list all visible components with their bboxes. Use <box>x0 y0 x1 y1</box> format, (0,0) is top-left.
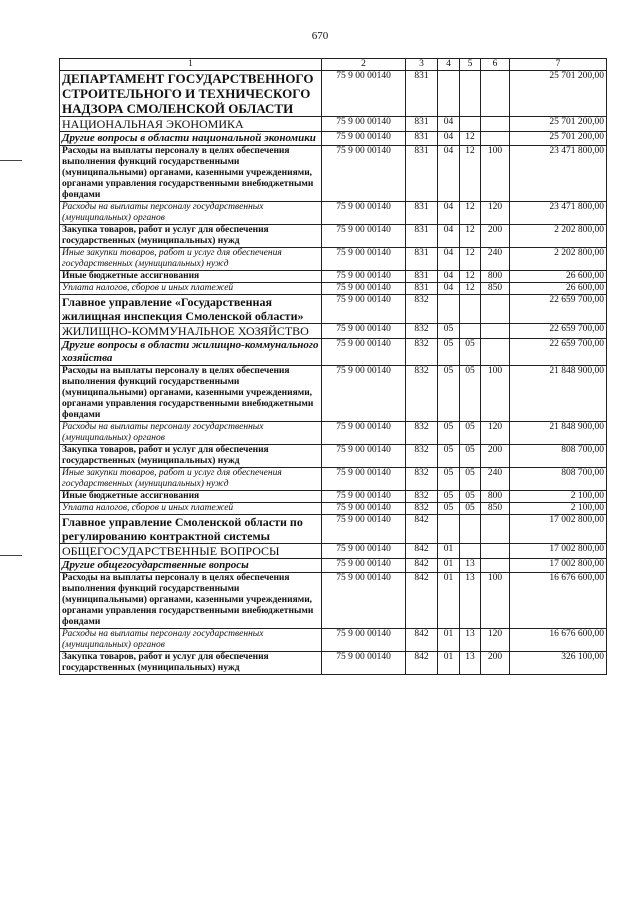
amount: 21 848 900,00 <box>510 366 607 422</box>
ministry-code: 831 <box>406 202 438 225</box>
subsection-code <box>460 71 481 117</box>
table-row <box>60 202 607 225</box>
header-cell: 1 <box>60 59 322 71</box>
target-article-code: 75 9 00 00140 <box>322 339 406 366</box>
expense-type-code: 120 <box>481 629 510 652</box>
target-article-code: 75 9 00 00140 <box>322 503 406 515</box>
page-number: 670 <box>311 30 329 42</box>
row-name: ДЕПАРТАМЕНТ ГОСУДАРСТВЕННОГО СТРОИТЕЛЬНОГО И ТЕХНИЧЕСКОГО НАДЗОРА СМОЛЕНСКОЙ ОБЛАСТИ <box>60 71 322 117</box>
expense-type-code <box>481 117 510 132</box>
expense-type-code: 200 <box>481 652 510 675</box>
expense-type-code <box>481 559 510 573</box>
subsection-code: 05 <box>460 491 481 503</box>
expense-type-code <box>481 324 510 339</box>
target-article-code: 75 9 00 00140 <box>322 491 406 503</box>
amount: 22 659 700,00 <box>510 324 607 339</box>
ministry-code: 842 <box>406 559 438 573</box>
ministry-code: 831 <box>406 132 438 146</box>
subsection-code: 12 <box>460 225 481 248</box>
subsection-code: 13 <box>460 629 481 652</box>
amount: 2 100,00 <box>510 503 607 515</box>
amount: 17 002 800,00 <box>510 515 607 544</box>
table-row <box>60 559 607 573</box>
section-code: 04 <box>438 283 460 295</box>
amount: 22 659 700,00 <box>510 295 607 324</box>
row-name: Иные закупки товаров, работ и услуг для обеспечения государственных (муниципальных) нужд <box>60 248 322 271</box>
table-row <box>60 71 607 117</box>
expense-type-code: 200 <box>481 225 510 248</box>
row-name: ЖИЛИЩНО-КОММУНАЛЬНОЕ ХОЗЯЙСТВО <box>60 324 322 339</box>
row-name: Другие вопросы в области жилищно-коммунального хозяйства <box>60 339 322 366</box>
ministry-code: 842 <box>406 652 438 675</box>
subsection-code: 05 <box>460 339 481 366</box>
section-code: 01 <box>438 652 460 675</box>
budget-table <box>59 58 607 675</box>
row-name: Главное управление «Государственная жилищная инспекция Смоленской области» <box>60 295 322 324</box>
row-name: Закупка товаров, работ и услуг для обеспечения государственных (муниципальных) нужд <box>60 652 322 675</box>
target-article-code: 75 9 00 00140 <box>322 146 406 202</box>
subsection-code: 05 <box>460 503 481 515</box>
subsection-code: 05 <box>460 468 481 491</box>
header-cell: 4 <box>438 59 460 71</box>
section-code <box>438 71 460 117</box>
ministry-code: 831 <box>406 271 438 283</box>
row-name: Главное управление Смоленской области по регулированию контрактной системы <box>60 515 322 544</box>
expense-type-code: 120 <box>481 422 510 445</box>
row-name: Другие вопросы в области национальной экономики <box>60 132 322 146</box>
table-row <box>60 544 607 559</box>
subsection-code: 13 <box>460 559 481 573</box>
amount: 326 100,00 <box>510 652 607 675</box>
section-code: 01 <box>438 629 460 652</box>
table-row <box>60 324 607 339</box>
row-name: Закупка товаров, работ и услуг для обеспечения государственных (муниципальных) нужд <box>60 445 322 468</box>
table-row <box>60 652 607 675</box>
target-article-code: 75 9 00 00140 <box>322 225 406 248</box>
ministry-code: 831 <box>406 248 438 271</box>
subsection-code: 05 <box>460 445 481 468</box>
section-code: 04 <box>438 202 460 225</box>
target-article-code: 75 9 00 00140 <box>322 271 406 283</box>
amount: 22 659 700,00 <box>510 339 607 366</box>
amount: 26 600,00 <box>510 283 607 295</box>
table-row <box>60 422 607 445</box>
section-code <box>438 295 460 324</box>
ministry-code: 842 <box>406 629 438 652</box>
expense-type-code <box>481 132 510 146</box>
target-article-code: 75 9 00 00140 <box>322 324 406 339</box>
section-code: 01 <box>438 559 460 573</box>
ministry-code: 842 <box>406 573 438 629</box>
target-article-code: 75 9 00 00140 <box>322 71 406 117</box>
section-code: 01 <box>438 544 460 559</box>
section-code: 04 <box>438 146 460 202</box>
section-code: 05 <box>438 422 460 445</box>
section-code: 05 <box>438 324 460 339</box>
subsection-code <box>460 295 481 324</box>
amount: 21 848 900,00 <box>510 422 607 445</box>
target-article-code: 75 9 00 00140 <box>322 468 406 491</box>
amount: 26 600,00 <box>510 271 607 283</box>
table-row <box>60 225 607 248</box>
row-name: Расходы на выплаты персоналу государственных (муниципальных) органов <box>60 202 322 225</box>
amount: 2 202 800,00 <box>510 225 607 248</box>
row-name: Уплата налогов, сборов и иных платежей <box>60 503 322 515</box>
expense-type-code: 800 <box>481 491 510 503</box>
expense-type-code <box>481 71 510 117</box>
subsection-code: 05 <box>460 422 481 445</box>
section-code: 04 <box>438 225 460 248</box>
header-cell: 2 <box>322 59 406 71</box>
row-name: Закупка товаров, работ и услуг для обеспечения государственных (муниципальных) нужд <box>60 225 322 248</box>
target-article-code: 75 9 00 00140 <box>322 559 406 573</box>
table-row <box>60 271 607 283</box>
expense-type-code: 100 <box>481 366 510 422</box>
ministry-code: 831 <box>406 71 438 117</box>
ministry-code: 831 <box>406 225 438 248</box>
expense-type-code: 100 <box>481 146 510 202</box>
target-article-code: 75 9 00 00140 <box>322 515 406 544</box>
ministry-code: 832 <box>406 445 438 468</box>
ministry-code: 831 <box>406 146 438 202</box>
expense-type-code: 850 <box>481 283 510 295</box>
amount: 25 701 200,00 <box>510 71 607 117</box>
expense-type-code: 200 <box>481 445 510 468</box>
ministry-code: 832 <box>406 491 438 503</box>
amount: 16 676 600,00 <box>510 573 607 629</box>
expense-type-code: 120 <box>481 202 510 225</box>
subsection-code <box>460 117 481 132</box>
subsection-code <box>460 324 481 339</box>
row-name: Иные бюджетные ассигнования <box>60 491 322 503</box>
target-article-code: 75 9 00 00140 <box>322 248 406 271</box>
row-name: Расходы на выплаты персоналу государственных (муниципальных) органов <box>60 629 322 652</box>
expense-type-code: 240 <box>481 468 510 491</box>
expense-type-code: 100 <box>481 573 510 629</box>
row-name: Расходы на выплаты персоналу в целях обеспечения выполнения функций государственными (муниципальными) органами, казенными учреждениями, органами управления государственными внебюджетными фондами <box>60 573 322 629</box>
target-article-code: 75 9 00 00140 <box>322 544 406 559</box>
section-code: 04 <box>438 132 460 146</box>
table-header-row <box>60 59 607 71</box>
row-name: Расходы на выплаты персоналу в целях обеспечения выполнения функций государственными (муниципальными) органами, казенными учреждениями, органами управления государственными внебюджетными фондами <box>60 146 322 202</box>
target-article-code: 75 9 00 00140 <box>322 445 406 468</box>
table-row <box>60 117 607 132</box>
table-row <box>60 515 607 544</box>
section-code: 05 <box>438 491 460 503</box>
table-row <box>60 295 607 324</box>
target-article-code: 75 9 00 00140 <box>322 366 406 422</box>
subsection-code: 12 <box>460 146 481 202</box>
table-row <box>60 468 607 491</box>
section-code: 05 <box>438 503 460 515</box>
row-name: Расходы на выплаты персоналу государственных (муниципальных) органов <box>60 422 322 445</box>
section-code: 04 <box>438 248 460 271</box>
amount: 23 471 800,00 <box>510 146 607 202</box>
section-code <box>438 515 460 544</box>
row-name: Иные закупки товаров, работ и услуг для обеспечения государственных (муниципальных) нужд <box>60 468 322 491</box>
expense-type-code <box>481 515 510 544</box>
section-code: 04 <box>438 271 460 283</box>
section-code: 04 <box>438 117 460 132</box>
expense-type-code <box>481 339 510 366</box>
amount: 25 701 200,00 <box>510 132 607 146</box>
amount: 808 700,00 <box>510 468 607 491</box>
scan-edge-mark <box>0 160 22 161</box>
subsection-code: 05 <box>460 366 481 422</box>
table-row <box>60 283 607 295</box>
section-code: 05 <box>438 339 460 366</box>
amount: 25 701 200,00 <box>510 117 607 132</box>
table-row <box>60 366 607 422</box>
scan-edge-mark <box>0 555 22 556</box>
target-article-code: 75 9 00 00140 <box>322 202 406 225</box>
target-article-code: 75 9 00 00140 <box>322 629 406 652</box>
amount: 16 676 600,00 <box>510 629 607 652</box>
row-name: Уплата налогов, сборов и иных платежей <box>60 283 322 295</box>
amount: 2 202 800,00 <box>510 248 607 271</box>
target-article-code: 75 9 00 00140 <box>322 573 406 629</box>
section-code: 05 <box>438 468 460 491</box>
ministry-code: 842 <box>406 544 438 559</box>
amount: 23 471 800,00 <box>510 202 607 225</box>
header-cell: 5 <box>460 59 481 71</box>
expense-type-code: 800 <box>481 271 510 283</box>
subsection-code: 13 <box>460 652 481 675</box>
header-cell: 6 <box>481 59 510 71</box>
header-cell: 7 <box>510 59 607 71</box>
table-row <box>60 503 607 515</box>
row-name: ОБЩЕГОСУДАРСТВЕННЫЕ ВОПРОСЫ <box>60 544 322 559</box>
amount: 17 002 800,00 <box>510 544 607 559</box>
table-row <box>60 491 607 503</box>
ministry-code: 832 <box>406 366 438 422</box>
ministry-code: 832 <box>406 324 438 339</box>
ministry-code: 832 <box>406 422 438 445</box>
subsection-code: 12 <box>460 202 481 225</box>
subsection-code: 13 <box>460 573 481 629</box>
section-code: 01 <box>438 573 460 629</box>
amount: 2 100,00 <box>510 491 607 503</box>
row-name: Расходы на выплаты персоналу в целях обеспечения выполнения функций государственными (муниципальными) органами, казенными учреждениями, органами управления государственными внебюджетными фондами <box>60 366 322 422</box>
expense-type-code <box>481 295 510 324</box>
table-row <box>60 146 607 202</box>
subsection-code <box>460 544 481 559</box>
table-row <box>60 445 607 468</box>
target-article-code: 75 9 00 00140 <box>322 652 406 675</box>
target-article-code: 75 9 00 00140 <box>322 132 406 146</box>
amount: 808 700,00 <box>510 445 607 468</box>
subsection-code: 12 <box>460 283 481 295</box>
ministry-code: 831 <box>406 117 438 132</box>
row-name: Другие общегосударственные вопросы <box>60 559 322 573</box>
subsection-code: 12 <box>460 271 481 283</box>
ministry-code: 832 <box>406 503 438 515</box>
expense-type-code: 240 <box>481 248 510 271</box>
ministry-code: 832 <box>406 295 438 324</box>
subsection-code: 12 <box>460 132 481 146</box>
table-row <box>60 573 607 629</box>
expense-type-code <box>481 544 510 559</box>
row-name: НАЦИОНАЛЬНАЯ ЭКОНОМИКА <box>60 117 322 132</box>
expense-type-code: 850 <box>481 503 510 515</box>
table-row <box>60 248 607 271</box>
ministry-code: 832 <box>406 468 438 491</box>
header-cell: 3 <box>406 59 438 71</box>
target-article-code: 75 9 00 00140 <box>322 283 406 295</box>
subsection-code: 12 <box>460 248 481 271</box>
subsection-code <box>460 515 481 544</box>
target-article-code: 75 9 00 00140 <box>322 295 406 324</box>
target-article-code: 75 9 00 00140 <box>322 117 406 132</box>
table-row <box>60 132 607 146</box>
row-name: Иные бюджетные ассигнования <box>60 271 322 283</box>
section-code: 05 <box>438 366 460 422</box>
ministry-code: 831 <box>406 283 438 295</box>
section-code: 05 <box>438 445 460 468</box>
ministry-code: 832 <box>406 339 438 366</box>
target-article-code: 75 9 00 00140 <box>322 422 406 445</box>
table-row <box>60 339 607 366</box>
ministry-code: 842 <box>406 515 438 544</box>
table-row <box>60 629 607 652</box>
amount: 17 002 800,00 <box>510 559 607 573</box>
